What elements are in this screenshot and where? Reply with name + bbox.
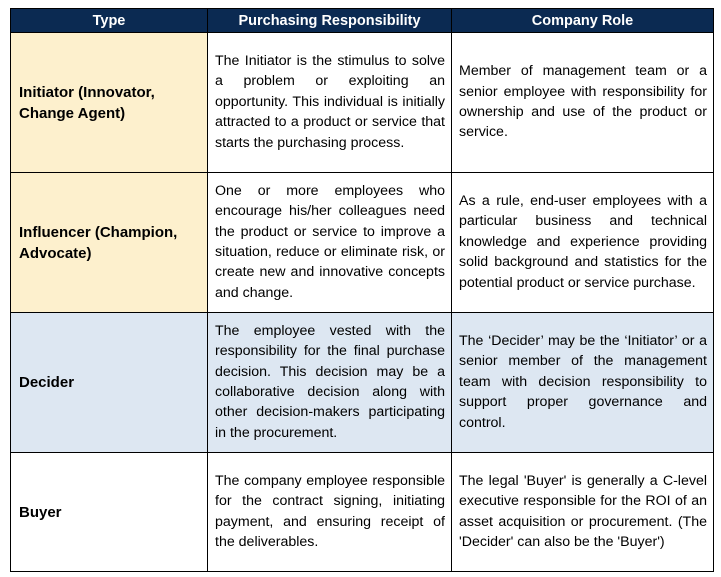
responsibility-cell: The company employee responsible for the contract signing, initiating payment, and ensuring receipt of the deliverables. [208, 453, 452, 572]
responsibility-cell: One or more employees who encourage his/her colleagues need the product or service to improve a situation, reduce or eliminate risk, or create new and innovative concepts and change. [208, 173, 452, 313]
responsibility-cell: The Initiator is the stimulus to solve a problem or exploiting an opportunity. This individual is initially attracted to a product or service that starts the purchasing process. [208, 33, 452, 173]
table-row-influencer [11, 173, 714, 313]
table-row-initiator [11, 33, 714, 173]
purchasing-roles-table [10, 8, 714, 572]
type-cell: Initiator (Innovator, Change Agent) [11, 33, 208, 173]
role-cell: Member of management team or a senior employee with responsibility for ownership and use of the product or service. [452, 33, 714, 173]
role-cell: The legal 'Buyer' is generally a C-level executive responsible for the ROI of an asset acquisition or procurement. (The 'Decider' can also be the 'Buyer') [452, 453, 714, 572]
type-cell: Influencer (Champion, Advocate) [11, 173, 208, 313]
type-cell: Buyer [11, 453, 208, 572]
role-cell: As a rule, end-user employees with a particular business and technical knowledge and experience providing solid background and statistics for the potential product or service purchase. [452, 173, 714, 313]
responsibility-cell: The employee vested with the responsibility for the final purchase decision. This decision may be a collaborative decision along with other decision-makers participating in the procurement. [208, 313, 452, 453]
header-company-role: Company Role [452, 9, 714, 33]
header-purchasing-responsibility: Purchasing Responsibility [208, 9, 452, 33]
table-row-decider [11, 313, 714, 453]
table-body [11, 33, 714, 572]
table-row-buyer [11, 453, 714, 572]
role-cell: The ‘Decider’ may be the ‘Initiator’ or a senior member of the management team with decision responsibility to support proper governance and control. [452, 313, 714, 453]
header-row [11, 9, 714, 33]
header-type: Type [11, 9, 208, 33]
table-header [11, 9, 714, 33]
type-cell: Decider [11, 313, 208, 453]
